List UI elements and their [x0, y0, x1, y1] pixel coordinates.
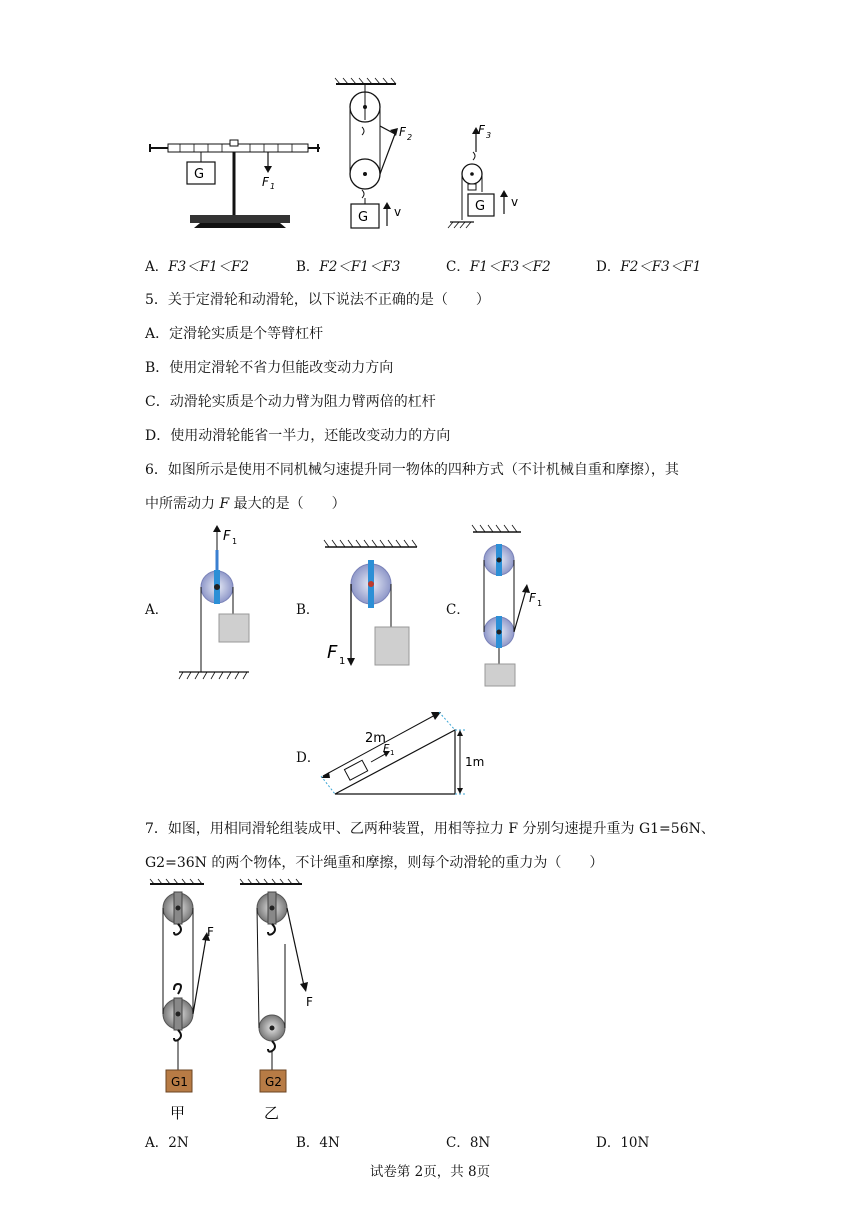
svg-text:F: F: [223, 529, 231, 544]
svg-text:2m: 2m: [365, 731, 386, 746]
q6-figures: [165, 522, 585, 802]
svg-text:F: F: [207, 925, 214, 939]
movable-pulley-figure: [448, 123, 518, 228]
q7-fig-jia: [150, 879, 214, 1122]
q6-fig-a: [179, 525, 249, 679]
q7-fig-yi: [240, 879, 313, 1122]
force-f3-label: F: [478, 123, 485, 137]
q7-option-d[interactable]: D．10N: [596, 1135, 650, 1151]
q7-option-c[interactable]: C．8N: [446, 1135, 491, 1151]
svg-text:1m: 1m: [465, 755, 485, 769]
svg-text:G1: G1: [171, 1075, 188, 1089]
q6-fig-d: [321, 712, 484, 794]
svg-text:F: F: [383, 742, 390, 755]
q7-figures: [140, 878, 340, 1126]
weight-g-label: G: [194, 167, 205, 182]
q7-option-b[interactable]: B．4N: [296, 1135, 340, 1151]
q6-fig-c: [472, 525, 542, 686]
svg-text:G2: G2: [265, 1075, 282, 1089]
q5-option-d[interactable]: D．使用动滑轮能省一半力，还能改变动力的方向: [145, 428, 451, 444]
svg-text:1: 1: [232, 537, 238, 546]
q6-stem-line2: 中所需动力 F 最大的是（ ）: [145, 496, 346, 512]
q6-fig-b: [324, 540, 417, 667]
q4-option-c[interactable]: C．F1＜F3＜F2: [446, 259, 551, 275]
q5-option-b[interactable]: B．使用定滑轮不省力但能改变动力方向: [145, 360, 394, 376]
q6-stem-line1: 6．如图所示是使用不同机械匀速提升同一物体的四种方式（不计机械自重和摩擦），其: [145, 462, 679, 478]
svg-text:G: G: [358, 210, 369, 225]
svg-text:3: 3: [486, 131, 492, 140]
svg-text:v: v: [511, 195, 519, 209]
q5-option-a[interactable]: A．定滑轮实质是个等臂杠杆: [145, 326, 324, 342]
q6-option-c-label[interactable]: C．: [446, 602, 470, 618]
q4-option-b[interactable]: B．F2＜F1＜F3: [296, 259, 401, 275]
q6-option-a-label[interactable]: A．: [145, 602, 169, 618]
force-f1-label: F: [262, 175, 269, 189]
svg-text:G: G: [475, 199, 486, 214]
label-yi: 乙: [264, 1104, 280, 1122]
page-footer: 试卷第 2页，共 8页: [369, 1164, 491, 1180]
q6-option-b-label[interactable]: B．: [296, 602, 320, 618]
q7-stem-line1: 7．如图，用相同滑轮组装成甲、乙两种装置，用相等拉力 F 分别匀速提升重为 G1=56N、: [145, 821, 715, 837]
svg-text:F: F: [529, 591, 536, 605]
pulley-block-figure: [335, 78, 412, 228]
svg-text:2: 2: [407, 133, 413, 142]
velocity-label: v: [394, 205, 402, 219]
q4-option-a[interactable]: A．F3＜F1＜F2: [145, 259, 250, 275]
lever-figure: [150, 140, 320, 228]
svg-text:1: 1: [339, 656, 346, 667]
svg-text:F: F: [327, 642, 338, 663]
q4-option-d[interactable]: D．F2＜F3＜F1: [596, 259, 702, 275]
q5-stem: 5．关于定滑轮和动滑轮，以下说法不正确的是（ ）: [145, 292, 490, 308]
q7-option-a[interactable]: A．2N: [145, 1135, 189, 1151]
svg-text:1: 1: [537, 599, 543, 608]
q6-option-d-label[interactable]: D．: [296, 750, 321, 766]
svg-text:1: 1: [270, 182, 276, 191]
q5-option-c[interactable]: C．动滑轮实质是个动力臂为阻力臂两倍的杠杆: [145, 394, 436, 410]
q7-stem-line2: G2=36N 的两个物体，不计绳重和摩擦，则每个动滑轮的重力为（ ）: [145, 855, 604, 871]
q4-figures: [140, 70, 560, 235]
force-f2-label: F: [399, 125, 406, 139]
svg-text:1: 1: [390, 749, 395, 757]
label-jia: 甲: [170, 1104, 186, 1122]
svg-text:F: F: [306, 995, 313, 1009]
